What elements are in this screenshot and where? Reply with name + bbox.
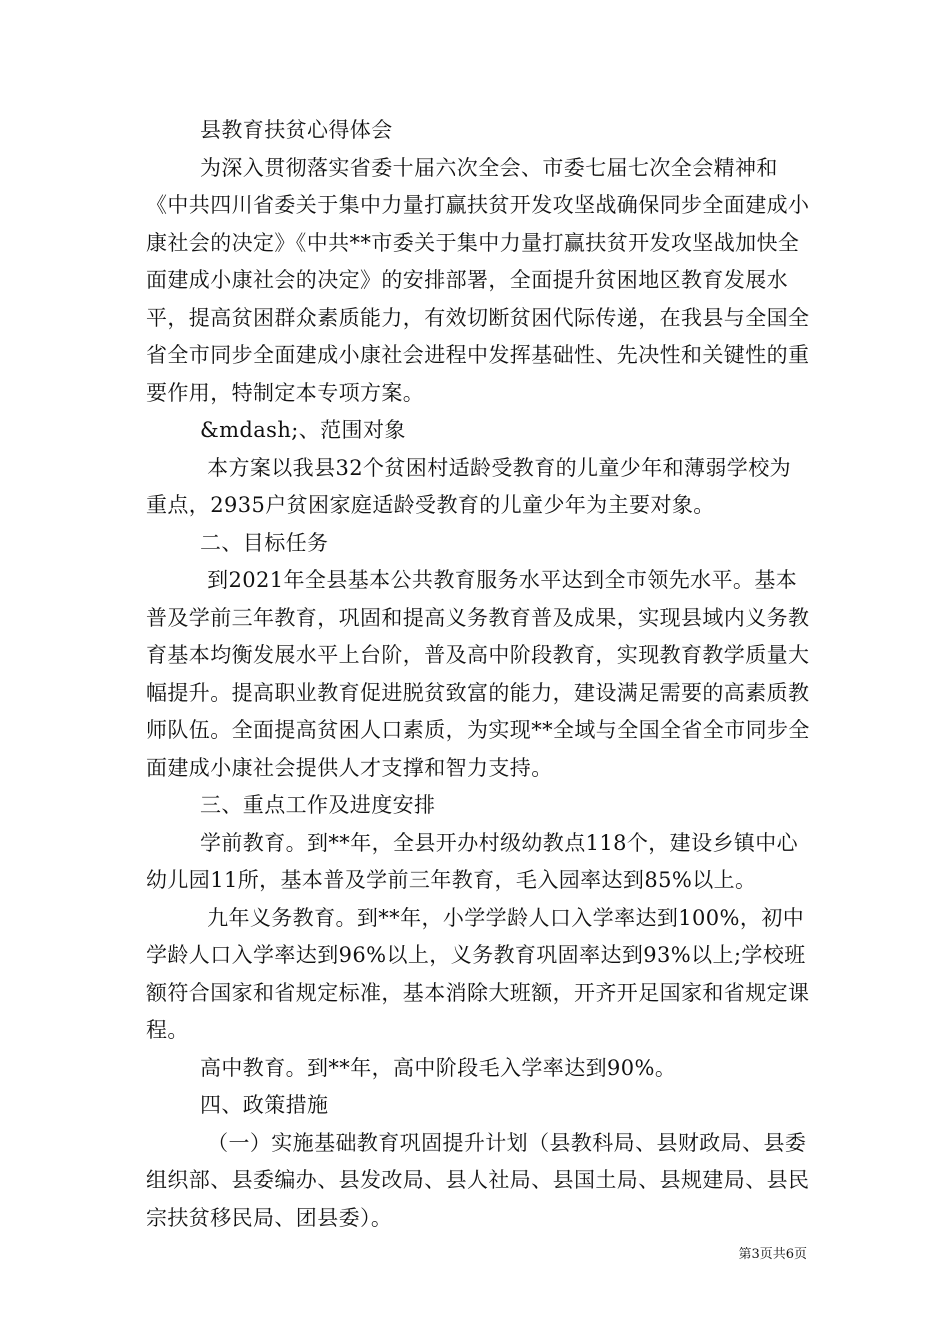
section-heading-policy: 四、政策措施 (200, 1093, 329, 1117)
section-heading-key-work: 三、重点工作及进度安排 (200, 793, 436, 817)
paragraph-intro: 为深入贯彻落实省委十届六次全会、市委七届七次全会精神和《中共四川省委关于集中力量打赢扶贫开发攻坚战确保同步全面建成小康社会的决定》《中共**市委关于集中力量打赢扶贫开发攻坚战加快全面建成小康社会的决定》的安排部署，全面提升贫困地区教育发展水平，提高贫困群众素质能力，有效切断贫困代际传递，在我县与全国全省全市同步全面建成小康社会进程中发挥基础性、先决性和关键性的重要作用，特制定本专项方案。 (146, 155, 810, 405)
paragraph-policy-1: （一）实施基础教育巩固提升计划（县教科局、县财政局、县委组织部、县委编办、县发改局、县人社局、县国土局、县规建局、县民宗扶贫移民局、团县委）。 (146, 1130, 810, 1230)
document-title: 县教育扶贫心得体会 (200, 118, 393, 142)
page-number: 第3页共6页 (738, 1247, 807, 1262)
section-heading-goals: 二、目标任务 (200, 530, 329, 555)
paragraph-goals: 到2021年全县基本公共教育服务水平达到全市领先水平。基本普及学前三年教育，巩固和提高义务教育普及成果，实现县域内义务教育基本均衡发展水平上台阶，普及高中阶段教育，实现教育教学质量大幅提升。提高职业教育促进脱贫致富的能力，建设满足需要的高素质教师队伍。全面提高贫困人口素质，为实现**全域与全国全省全市同步全面建成小康社会提供人才支撑和智力支持。 (146, 568, 810, 780)
section-heading-scope: &mdash;、范围对象 (200, 418, 406, 442)
paragraph-preschool: 学前教育。到**年，全县开办村级幼教点118个，建设乡镇中心幼儿园11所，基本普及学前三年教育，毛入园率达到85%以上。 (146, 830, 799, 892)
paragraph-high-school: 高中教育。到**年，高中阶段毛入学率达到90%。 (200, 1055, 677, 1080)
paragraph-scope: 本方案以我县32个贫困村适龄受教育的儿童少年和薄弱学校为重点，2935户贫困家庭适龄受教育的儿童少年为主要对象。 (146, 455, 791, 517)
document-body (146, 112, 812, 1237)
paragraph-compulsory: 九年义务教育。到**年，小学学龄人口入学率达到100%，初中学龄人口入学率达到96%以上，义务教育巩固率达到93%以上;学校班额符合国家和省规定标准，基本消除大班额，开齐开足国家和省规定课程。 (146, 905, 810, 1042)
